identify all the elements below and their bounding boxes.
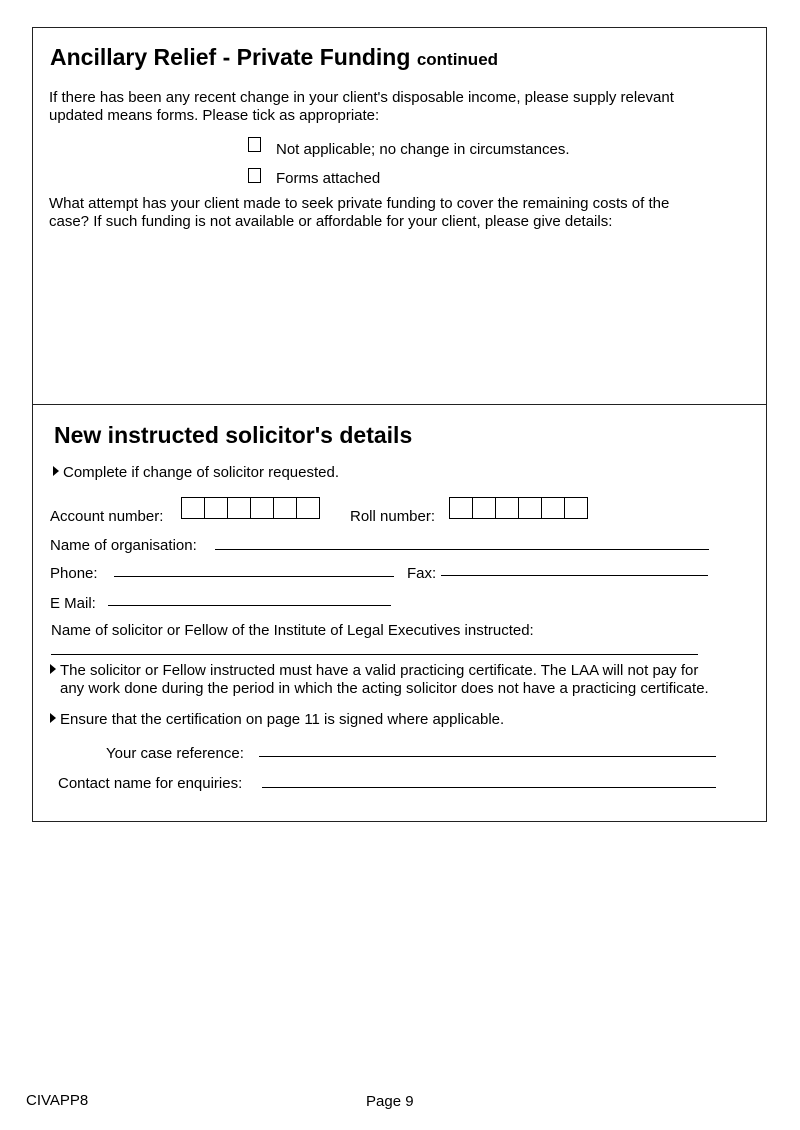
note-practicing-certificate-1 bbox=[50, 662, 698, 680]
forms-attached-checkbox[interactable] bbox=[248, 168, 261, 183]
roll-number-boxes[interactable] bbox=[449, 497, 588, 519]
section-title-private-funding bbox=[50, 44, 498, 71]
email-input-line[interactable] bbox=[108, 605, 391, 606]
form-code: CIVAPP8 bbox=[26, 1092, 89, 1109]
note-change-of-solicitor bbox=[53, 464, 339, 482]
roll-number-label: Roll number: bbox=[350, 508, 436, 525]
question-line-1: What attempt has your client made to seek private funding to cover the remaining costs of the bbox=[49, 195, 670, 212]
intro-line-1: If there has been any recent change in your client's disposable income, please supply relevant bbox=[49, 89, 674, 106]
organisation-input-line[interactable] bbox=[215, 549, 709, 550]
note-text: Ensure that the certification on page 11 is signed where applicable. bbox=[60, 711, 505, 728]
fax-input-line[interactable] bbox=[441, 575, 708, 576]
account-number-label: Account number: bbox=[50, 508, 164, 525]
triangle-bullet-icon bbox=[53, 466, 59, 476]
note-text: Complete if change of solicitor requested. bbox=[63, 464, 339, 481]
funding-details-area[interactable] bbox=[49, 236, 749, 396]
triangle-bullet-icon bbox=[50, 713, 56, 723]
not-applicable-label: Not applicable; no change in circumstances. bbox=[276, 141, 570, 158]
contact-name-label: Contact name for enquiries: bbox=[58, 775, 243, 792]
case-reference-input-line[interactable] bbox=[259, 756, 716, 757]
not-applicable-checkbox[interactable] bbox=[248, 137, 261, 152]
case-reference-label: Your case reference: bbox=[106, 745, 244, 762]
phone-label: Phone: bbox=[50, 565, 98, 582]
question-line-2: case? If such funding is not available or affordable for your client, please give details: bbox=[49, 213, 613, 230]
section-title-new-solicitor: New instructed solicitor's details bbox=[54, 422, 413, 448]
note-practicing-certificate-2: any work done during the period in which the acting solicitor does not have a practicing certificate. bbox=[60, 680, 709, 697]
solicitor-name-input-line[interactable] bbox=[51, 654, 698, 655]
intro-line-2: updated means forms. Please tick as appropriate: bbox=[49, 107, 380, 124]
email-label: E Mail: bbox=[50, 595, 96, 612]
fax-label: Fax: bbox=[407, 565, 437, 582]
account-number-boxes[interactable] bbox=[181, 497, 320, 519]
forms-attached-label: Forms attached bbox=[276, 170, 381, 187]
organisation-label: Name of organisation: bbox=[50, 537, 197, 554]
triangle-bullet-icon bbox=[50, 664, 56, 674]
page-number: Page 9 bbox=[366, 1093, 414, 1110]
note-certification bbox=[50, 711, 504, 729]
solicitor-name-label: Name of solicitor or Fellow of the Institute of Legal Executives instructed: bbox=[51, 622, 534, 639]
note-text: The solicitor or Fellow instructed must have a valid practicing certificate. The LAA will not pay for bbox=[60, 662, 699, 679]
section-title-text: Ancillary Relief - Private Funding bbox=[50, 44, 411, 70]
section-title-suffix: continued bbox=[416, 50, 499, 69]
phone-input-line[interactable] bbox=[114, 576, 394, 577]
contact-name-input-line[interactable] bbox=[262, 787, 716, 788]
